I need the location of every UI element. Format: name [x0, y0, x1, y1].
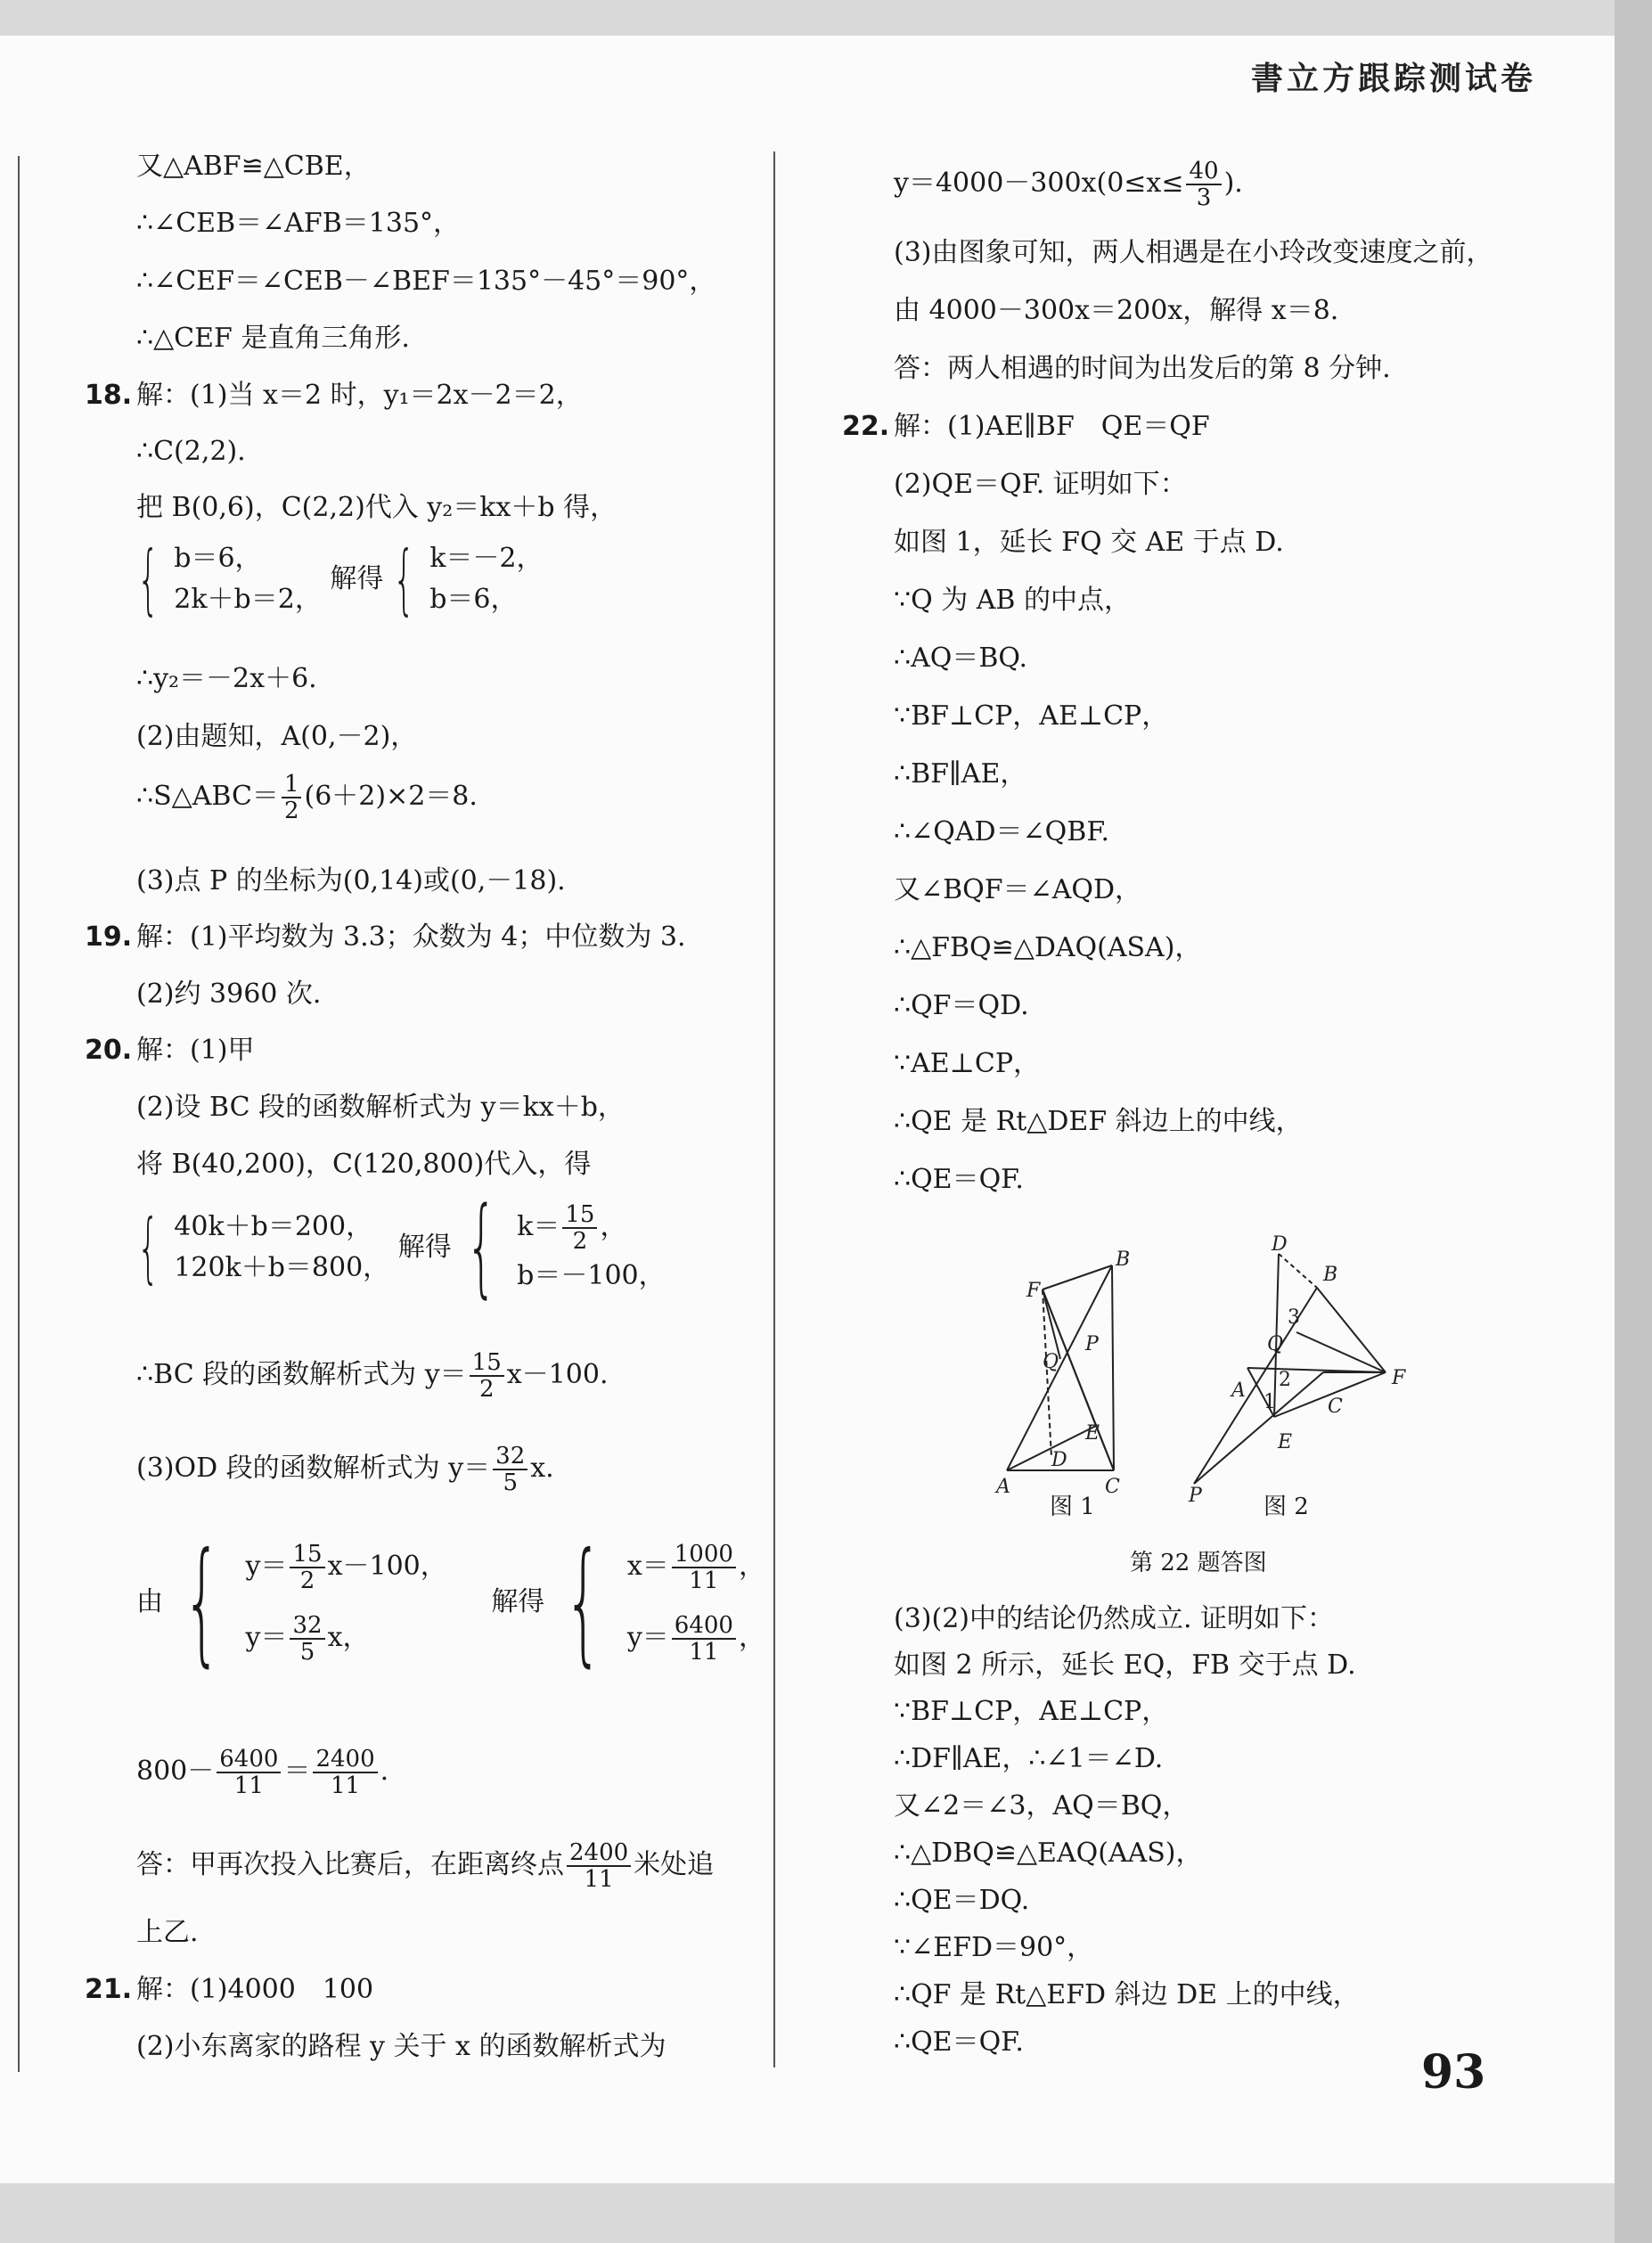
- fig2-label: F: [1392, 1367, 1406, 1389]
- solve-word: 解得: [330, 563, 384, 594]
- text-line: ∵BF⊥CP，AE⊥CP，: [894, 700, 1169, 732]
- text-line: ∴QF＝QD.: [894, 990, 1029, 1021]
- system-left: [246, 1531, 447, 1674]
- left-column: [85, 0, 765, 2157]
- equation-system: [136, 535, 544, 624]
- system-right: [429, 538, 543, 620]
- equation-system: [136, 1185, 666, 1309]
- brace-glyph: {: [392, 535, 415, 624]
- equation: 2k＋b＝2，: [174, 584, 322, 615]
- text-line: ∴y₂＝－2x＋6.: [136, 663, 317, 694]
- brace-glyph: {: [466, 1185, 497, 1309]
- solve-word: 解得: [491, 1586, 545, 1617]
- solve-word: 解得: [397, 1232, 452, 1263]
- fig1-label: B: [1116, 1248, 1131, 1271]
- fig2-label: D: [1272, 1234, 1288, 1256]
- text-line: 又△ABF≌△CBE，: [136, 151, 371, 182]
- fig2-label: B: [1323, 1264, 1338, 1286]
- text-line: ∴∠CEF＝∠CEB－∠BEF＝135°－45°＝90°，: [136, 266, 716, 297]
- text-line: (3)(2)中的结论仍然成立. 证明如下：: [894, 1603, 1335, 1634]
- fig2-label: 3: [1288, 1306, 1300, 1329]
- figure-22-diagrams: [980, 1234, 1426, 1528]
- fig2-label: P: [1189, 1485, 1202, 1507]
- system-right: [627, 1531, 765, 1674]
- page-edge: [1615, 0, 1652, 2243]
- equation-system: [136, 1525, 765, 1680]
- fig1-label: C: [1105, 1476, 1120, 1498]
- text-line: 解：(1)AE∥BF QE＝QF: [894, 411, 1210, 442]
- text-fragment: ∴S△ABC＝: [136, 781, 279, 812]
- text-line: (2)QE＝QF. 证明如下：: [894, 469, 1187, 500]
- fig1-label: D: [1051, 1449, 1067, 1471]
- text-line: (3)由图象可知，两人相遇是在小玲改变速度之前，: [894, 237, 1493, 268]
- text-line: ∴DF∥AE，∴∠1＝∠D.: [894, 1743, 1164, 1774]
- text-line: 上乙.: [136, 1917, 199, 1948]
- text-line: ∴△FBQ≌△DAQ(ASA)，: [894, 932, 1202, 963]
- text-line: ∵BF⊥CP，AE⊥CP，: [894, 1696, 1169, 1727]
- text-line: (3)点 P 的坐标为(0,14)或(0,－18).: [136, 865, 566, 896]
- text-fragment: 由: [136, 1586, 163, 1617]
- equation: y＝ $\frac{15}{2}$ x－100，: [245, 1541, 447, 1594]
- text-line: ∴QE 是 Rt△DEF 斜边上的中线，: [894, 1106, 1303, 1137]
- equation: k＝－2，: [429, 543, 544, 574]
- equation: b＝6，: [174, 543, 262, 574]
- text-line: 解：(1)甲: [136, 1035, 255, 1066]
- equation: y＝ $\frac{32}{5}$ x，: [245, 1612, 370, 1666]
- text-line: (2)设 BC 段的函数解析式为 y＝kx＋b，: [136, 1092, 625, 1123]
- text-line: 又∠2＝∠3，AQ＝BQ，: [894, 1790, 1190, 1821]
- figure-title: 第 22 题答图: [1130, 1550, 1267, 1576]
- text-line: 由 4000－300x＝200x，解得 x＝8.: [894, 295, 1339, 326]
- text-line: ∴AQ＝BQ.: [894, 643, 1028, 674]
- text-line: ∵Q 为 AB 的中点，: [894, 585, 1132, 616]
- page-number: 93: [1421, 2045, 1486, 2100]
- brace-glyph: {: [182, 1525, 221, 1680]
- text-line: 答：两人相遇的时间为出发后的第 8 分钟.: [894, 353, 1391, 384]
- text-line: ∴∠QAD＝∠QBF.: [894, 816, 1109, 847]
- y-formula-line: y＝4000－300x(0≤x≤ $\frac{40}{3}$ ).: [894, 158, 1243, 211]
- equation: 40k＋b＝200，: [174, 1211, 373, 1242]
- fig2-label: E: [1278, 1431, 1293, 1453]
- equation: 120k＋b＝800，: [174, 1252, 390, 1283]
- bc-formula-line: ∴BC 段的函数解析式为 y＝ $\frac{15}{2}$ x－100.: [136, 1349, 609, 1403]
- equation: x＝ $\frac{1000}{11}$ ，: [626, 1541, 765, 1594]
- header-title: 書立方跟踪测试卷: [1250, 61, 1536, 97]
- system-left: [174, 538, 322, 620]
- text-line: 解：(1)当 x＝2 时，y₁＝2x－2＝2，: [136, 380, 583, 411]
- brace-glyph: {: [564, 1525, 603, 1680]
- equation: k＝ $\frac{15}{2}$ ，: [517, 1201, 627, 1255]
- fig2-label: 1: [1264, 1391, 1276, 1413]
- system-right: [517, 1199, 665, 1297]
- system-left: [174, 1207, 389, 1289]
- question-number: 19.: [85, 921, 133, 953]
- fraction: $\frac{1}{2}$: [282, 772, 302, 823]
- brace-glyph: {: [137, 1203, 159, 1292]
- text-line: 如图 1，延长 FQ 交 AE 于点 D.: [894, 527, 1284, 558]
- equation: b＝6，: [429, 584, 518, 615]
- question-number: 21.: [85, 1974, 133, 2005]
- od-formula-line: (3)OD 段的函数解析式为 y＝ $\frac{32}{5}$ x.: [136, 1443, 554, 1496]
- text-line: 又∠BQF＝∠AQD，: [894, 874, 1142, 905]
- fig1-label: E: [1085, 1422, 1100, 1445]
- text-line: ∴△CEF 是直角三角形.: [136, 323, 410, 354]
- fig1-label: Q: [1043, 1351, 1059, 1373]
- fig2-label: C: [1328, 1396, 1343, 1418]
- figure-1-caption: 图 1: [1050, 1494, 1095, 1520]
- brace-glyph: {: [137, 535, 159, 624]
- text-fragment: (6＋2)×2＝8.: [304, 781, 478, 812]
- right-column: [842, 0, 1519, 2157]
- subtraction-line: 800－ $\frac{6400}{11}$ ＝ $\frac{2400}{11}$ .: [136, 1746, 389, 1799]
- text-line: (2)由题知，A(0,－2)，: [136, 721, 418, 752]
- left-margin-line: [18, 156, 20, 2072]
- text-line: ∴QE＝QF.: [894, 1164, 1024, 1195]
- text-line: ∴∠CEB＝∠AFB＝135°，: [136, 208, 461, 239]
- text-line: ∴C(2,2).: [136, 436, 246, 467]
- equation: b＝－100，: [517, 1260, 666, 1291]
- text-line: ∴△DBQ≌△EAQ(AAS)，: [894, 1838, 1203, 1869]
- text-line: (2)约 3960 次.: [136, 978, 322, 1010]
- text-line: ∴QF 是 Rt△EFD 斜边 DE 上的中线，: [894, 1979, 1360, 2010]
- text-line: 解：(1)平均数为 3.3；众数为 4；中位数为 3.: [136, 921, 686, 953]
- text-line: 将 B(40,200)，C(120,800)代入，得: [136, 1149, 592, 1180]
- figure-2-caption: 图 2: [1264, 1494, 1309, 1520]
- fig1-label: F: [1026, 1280, 1041, 1302]
- fig2-label: A: [1231, 1379, 1246, 1402]
- column-divider: [773, 151, 775, 2067]
- text-line: 如图 2 所示，延长 EQ，FB 交于点 D.: [894, 1650, 1356, 1681]
- fig2-label: 2: [1279, 1369, 1291, 1391]
- text-line: 解：(1)4000 100: [136, 1974, 374, 2005]
- text-line: ∵∠EFD＝90°，: [894, 1932, 1094, 1963]
- question-number: 20.: [85, 1035, 133, 1066]
- fig2-label: Q: [1267, 1333, 1284, 1355]
- text-line: ∴QE＝DQ.: [894, 1885, 1030, 1916]
- equation: y＝ $\frac{6400}{11}$ ，: [626, 1612, 765, 1666]
- fig1-label: A: [996, 1476, 1010, 1498]
- question-number: 18.: [85, 380, 133, 411]
- text-line: (2)小东离家的路程 y 关于 x 的函数解析式为: [136, 2031, 667, 2062]
- text-line: ∵AE⊥CP，: [894, 1048, 1041, 1079]
- text-line: ∴BF∥AE，: [894, 758, 1027, 790]
- text-line: 把 B(0,6)，C(2,2)代入 y₂＝kx＋b 得，: [136, 492, 617, 523]
- area-line: [136, 772, 478, 823]
- text-line: ∴QE＝QF.: [894, 2026, 1024, 2058]
- answer-line: 答：甲再次投入比赛后，在距离终点 $\frac{2400}{11}$ 米处追: [136, 1839, 715, 1893]
- fig1-label: P: [1085, 1333, 1099, 1355]
- question-number: 22.: [842, 411, 890, 442]
